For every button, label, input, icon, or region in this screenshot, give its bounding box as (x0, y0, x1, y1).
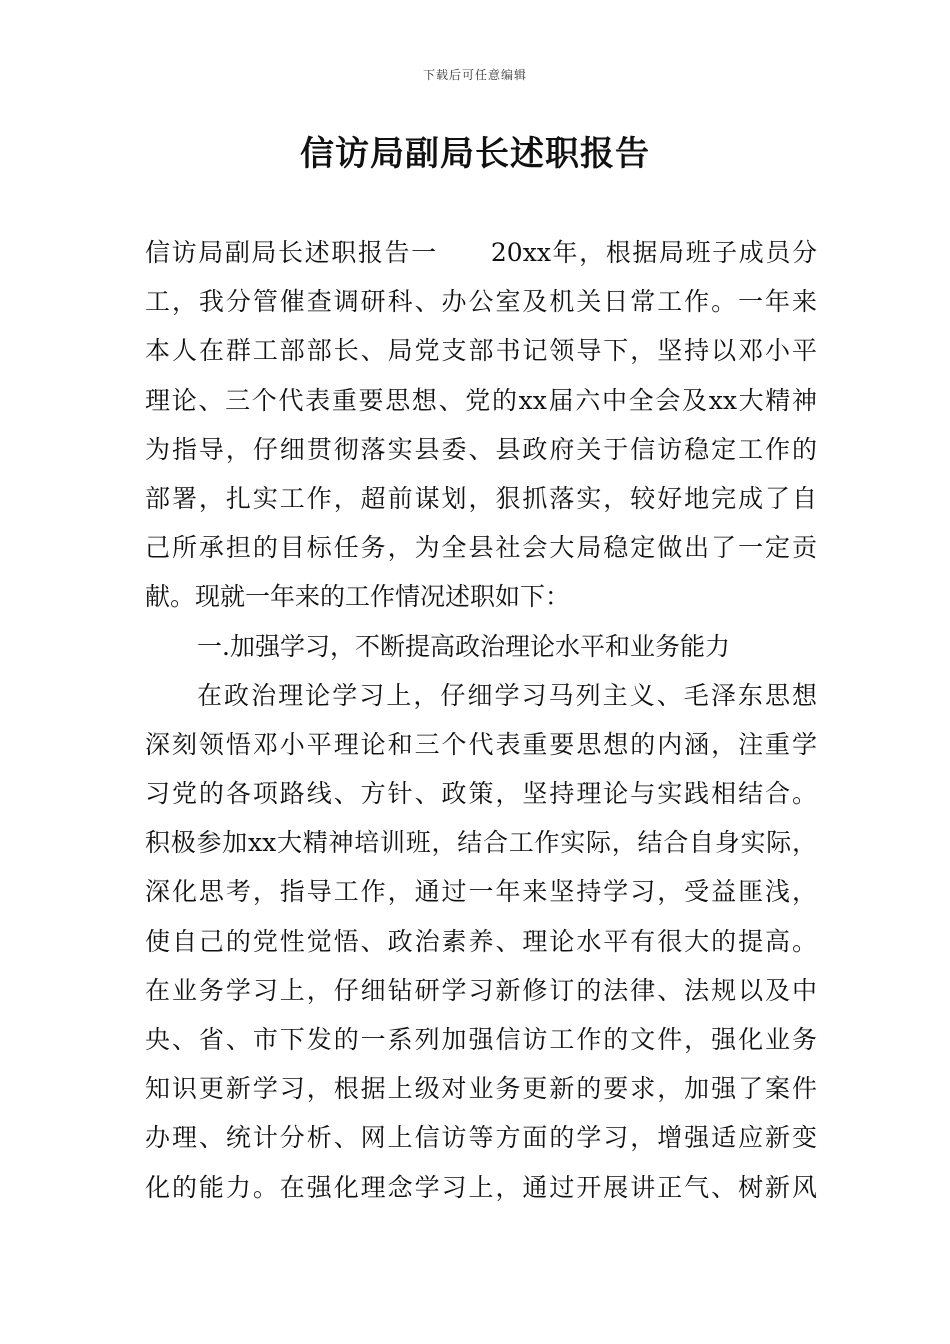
body-line: 己所承担的目标任务，为全县社会大局稳定做出了一定贡 (145, 533, 817, 563)
body-line: 工，我分管催查调研科、办公室及机关日常工作。一年来 (145, 287, 817, 317)
header-note: 下载后可任意编辑 (422, 68, 527, 82)
body-line: 深刻领悟邓小平理论和三个代表重要思想的内涵，注重学 (145, 729, 817, 759)
body-line: 办理、统计分析、网上信访等方面的学习，增强适应新变 (145, 1123, 817, 1153)
document-body (145, 228, 817, 1212)
body-line: 本人在群工部部长、局党支部书记领导下，坚持以邓小平 (145, 336, 817, 366)
body-line: 在政治理论学习上，仔细学习马列主义、毛泽东思想 (197, 680, 817, 710)
body-line: 习党的各项路线、方针、政策，坚持理论与实践相结合。 (145, 779, 817, 809)
body-line: 积极参加xx大精神培训班，结合工作实际，结合自身实际， (145, 828, 817, 858)
body-line: 化的能力。在强化理念学习上，通过开展讲正气、树新风 (145, 1172, 817, 1202)
body-line: 信访局副局长述职报告一 20xx年，根据局班子成员分 (145, 238, 817, 267)
body-line: 使自己的党性觉悟、政治素养、理论水平有很大的提高。 (145, 926, 817, 956)
body-line: 在业务学习上，仔细钻研学习新修订的法律、法规以及中 (145, 975, 817, 1005)
body-line: 为指导，仔细贯彻落实县委、县政府关于信访稳定工作的 (145, 434, 817, 464)
body-line: 理论、三个代表重要思想、党的xx届六中全会及xx大精神 (145, 385, 817, 415)
body-line: 深化思考，指导工作，通过一年来坚持学习，受益匪浅， (145, 877, 817, 907)
body-line: 部署，扎实工作，超前谋划，狠抓落实，较好地完成了自 (145, 483, 817, 513)
body-line: 知识更新学习，根据上级对业务更新的要求，加强了案件 (145, 1074, 817, 1104)
body-line: 献。现就一年来的工作情况述职如下： (145, 582, 571, 612)
body-line: 央、省、市下发的一系列加强信访工作的文件，强化业务 (145, 1025, 817, 1054)
section-heading: 一.加强学习，不断提高政治理论水平和业务能力 (197, 631, 730, 661)
document-title: 信访局副局长述职报告 (300, 134, 650, 174)
